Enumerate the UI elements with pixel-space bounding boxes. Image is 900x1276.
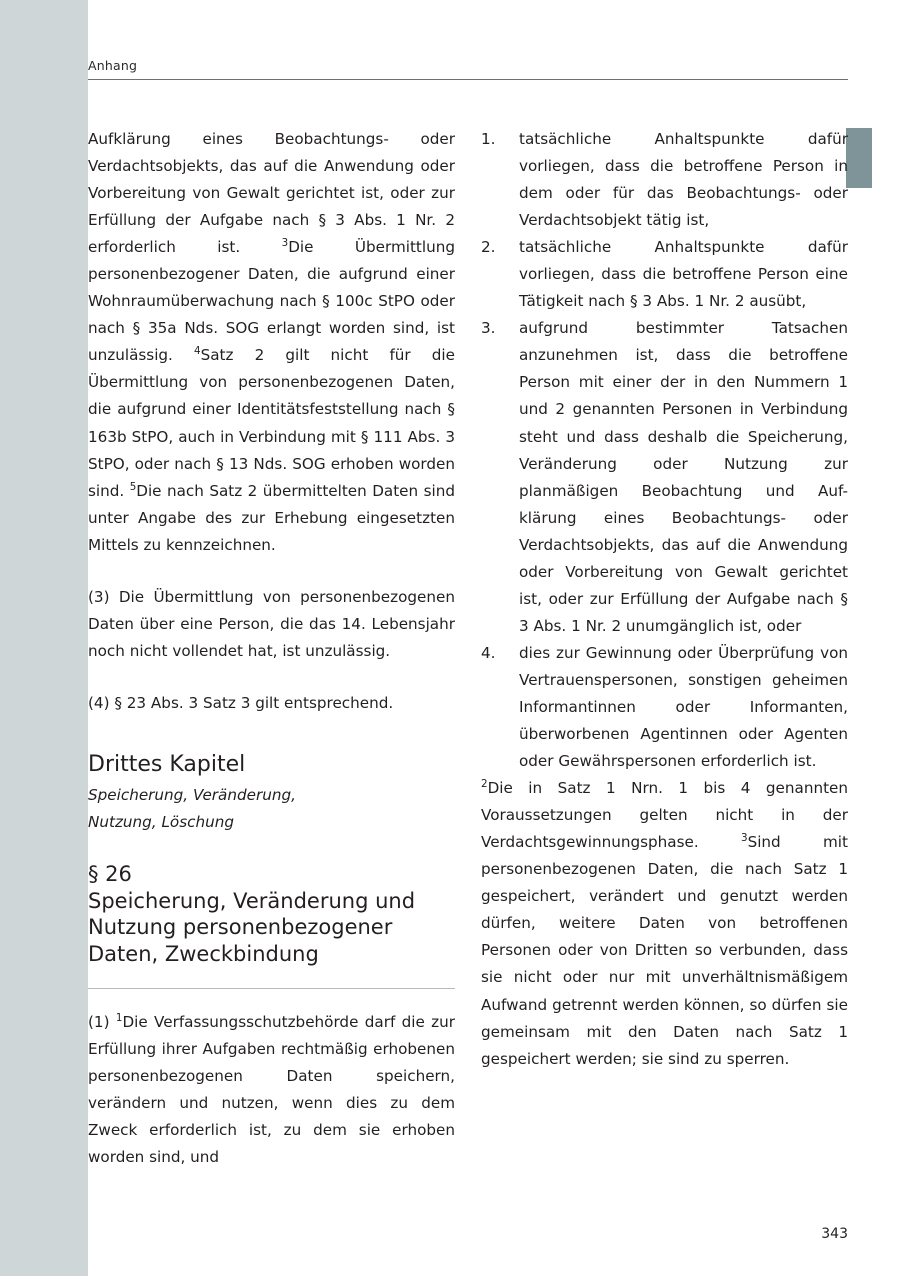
closing-text-2: Sind mit personenbezogenen Daten, die nach Satz 1 gespeichert, verändert und genutzt werden dürfen, weitere Daten von betroffenen Personen oder von Dritten so verbunden, dass sie nicht oder nur mit unverhältnismäßigem Aufwand getrennt werden können, so dürfen sie gemeinsam mit den Daten nach Satz 1 gespeichert werden; sie sind zu sperren.: [481, 833, 848, 1068]
list-item-marker: 2.: [481, 238, 496, 257]
chapter-subtitle-line-2: Nutzung, Löschung: [88, 813, 234, 832]
sentence-marker-1: 1: [115, 1012, 123, 1025]
sentence-marker-5: 5: [129, 480, 137, 493]
chapter-subtitle-line-1: Speicherung, Veränderung,: [88, 785, 296, 804]
list-item-marker: 4.: [481, 643, 496, 662]
paragraph-continued-text-2: Die Übermittlung personenbezogener Daten, die aufgrund einer Wohnraumüberwachung nach § 100c StPO oder nach § 35a Nds. SOG erlangt worden sind, ist unzulässig.: [88, 238, 456, 365]
section-divider: [88, 988, 455, 989]
list-item-text: dies zur Gewinnung oder Überprüfung von Vertrauenspersonen, sonstigen geheimen Informantinnen oder Informanten, überworbenen Agentinnen oder Agenten oder Gewährspersonen erforderlich ist.: [519, 643, 848, 771]
paragraph-continued-text-1: Aufklärung eines Beobachtungs- oder Verdachtsobjekts, das auf die Anwendung oder Vorbereitung von Gewalt gerichtet ist, oder zur Erfüllung der Aufgabe nach § 3 Abs. 1 Nr. 2 erforderlich ist.: [88, 130, 455, 257]
list-item-text: tatsächliche Anhaltspunkte dafür vorliegen, dass die betroffene Person eine Tätigkeit nach § 3 Abs. 1 Nr. 2 ausübt,: [519, 238, 848, 311]
side-tab-marker: [846, 128, 872, 188]
section-spacer: [88, 717, 455, 751]
right-column: [481, 126, 848, 1073]
paragraph-3: (3) Die Übermittlung von personenbezogenen Daten über eine Person, die das 14. Lebensjahr noch nicht vollendet hat, ist unzulässig.: [88, 587, 455, 660]
paragraph-continued-text-4: Die nach Satz 2 übermittelten Daten sind unter Angabe des zur Erhebung eingesetzten Mittels zu kennzeichnen.: [88, 481, 455, 554]
sentence-marker-2: 2: [481, 778, 488, 791]
closing-text-1: Die in Satz 1 Nrn. 1 bis 4 genannten Voraussetzungen gelten nicht in der Verdachtsgewinnungsphase.: [481, 779, 848, 852]
paragraph-continued-text-3: Satz 2 gilt nicht für die Übermittlung von personenbezogenen Daten, die aufgrund einer Identitätsfeststellung nach § 163b StPO, auch in Verbindung mit § 111 Abs. 3 StPO, oder nach § 13 Nds. SOG erhoben worden sind.: [88, 346, 455, 500]
section-title: Speicherung, Veränderung und Nutzung personenbezogener Daten, Zweckbindung: [88, 888, 416, 967]
sentence-marker-4: 4: [194, 345, 201, 358]
paragraph-spacer: [88, 559, 455, 584]
list-item: [481, 234, 848, 315]
list-item-marker: 3.: [481, 319, 496, 338]
paragraph-1-text: Die Verfassungsschutzbehörde darf die zur Erfüllung ihrer Aufgaben rechtmäßig erhobenen personenbezogenen Daten speichern, verändern und nutzen, wenn dies zu dem Zweck erforderlich ist, zu dem sie erhoben worden sind, und: [88, 1013, 455, 1167]
paragraph-1: [88, 1009, 455, 1171]
numbered-list: [481, 126, 848, 775]
list-item-text: aufgrund bestimmter Tatsachen anzunehmen ist, dass die betroffene Person mit einer der in den Nummern 1 und 2 genannten Personen in Verbindung steht und dass deshalb die Speicherung, Veränderung oder Nutzung zur planmäßigen Beobachtung und Auf-klärung eines Beobachtungs- oder Verdachtsobjekts, das auf die Anwendung oder Vorbereitung von Gewalt gerichtet ist, oder zur Erfüllung der Aufgabe nach § 3 Abs. 1 Nr. 2 unumgänglich ist, oder: [519, 319, 848, 635]
list-item: [481, 640, 848, 775]
paragraph-spacer: [88, 665, 455, 690]
left-margin-stripe: [0, 0, 88, 1276]
left-column: [88, 126, 455, 1171]
paragraph-continued: [88, 126, 455, 559]
list-item-text: tatsächliche Anhaltspunkte dafür vorliegen, dass die betroffene Person in dem oder für das Beobachtungs- oder Verdachtsobjekt tätig ist,: [519, 130, 848, 230]
paragraph-4: (4) § 23 Abs. 3 Satz 3 gilt entsprechend.: [88, 693, 394, 712]
running-head: Anhang: [88, 58, 138, 73]
sentence-marker-3: 3: [281, 237, 289, 250]
closing-paragraph: [481, 775, 848, 1073]
header-divider: [88, 79, 848, 80]
list-item-marker: 1.: [481, 130, 496, 148]
section-number: § 26: [88, 861, 132, 886]
list-item: [481, 126, 848, 234]
page-number: 343: [821, 1226, 848, 1242]
chapter-title: Drittes Kapitel: [88, 751, 246, 777]
sentence-marker-3b: 3: [740, 832, 748, 845]
list-item: [481, 315, 848, 640]
paragraph-1-lead: (1): [88, 1013, 116, 1032]
